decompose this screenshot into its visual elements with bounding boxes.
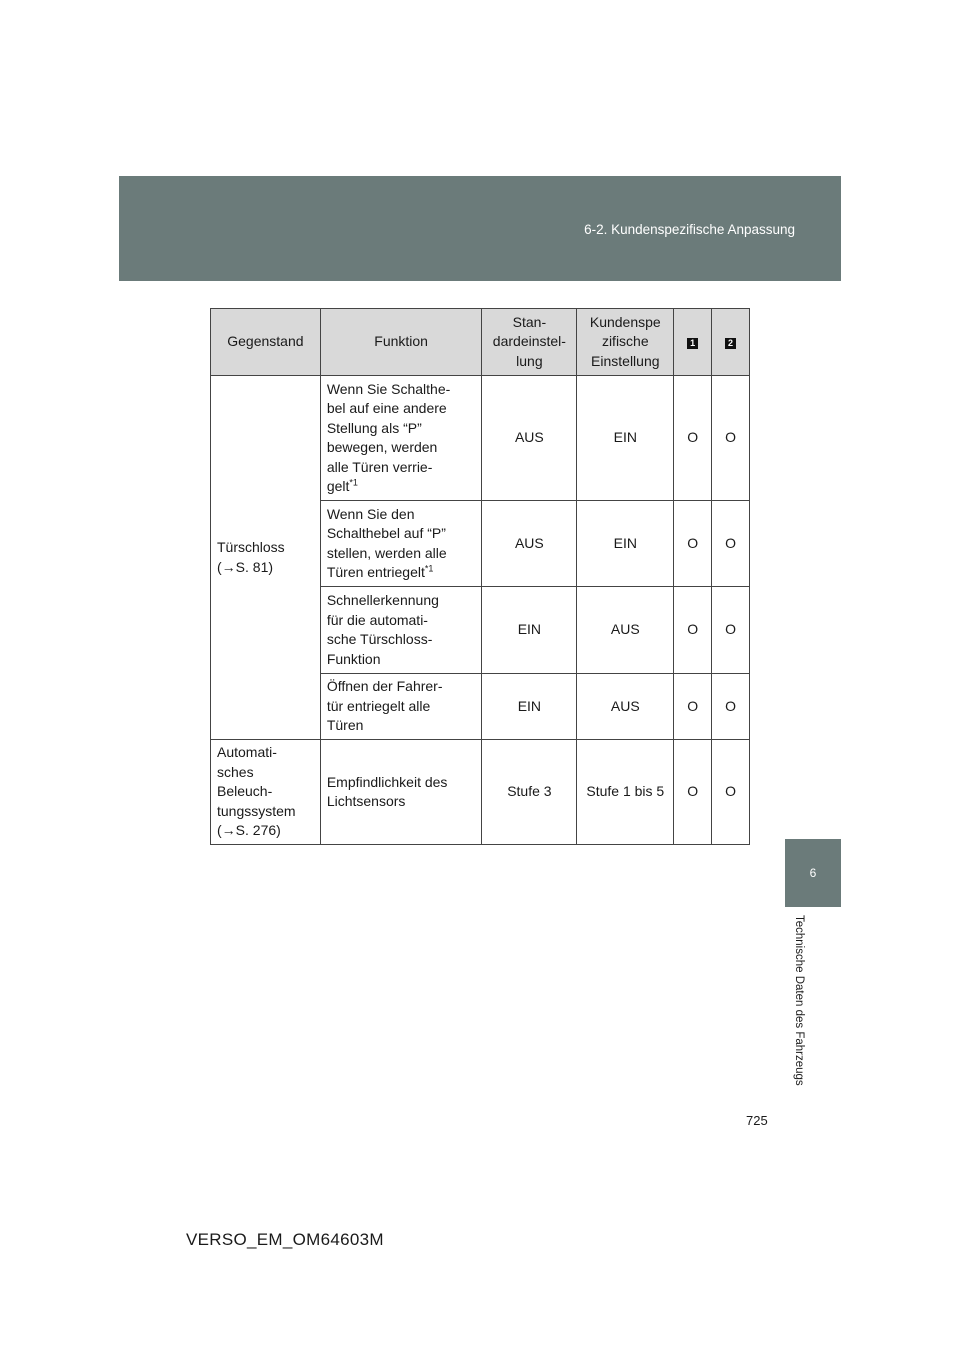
default-cell: AUS [482, 376, 577, 501]
mark1-cell: O [674, 501, 712, 587]
function-cell [320, 501, 482, 587]
header-col2 [712, 309, 750, 376]
header-custom-label: Kundenspe zifische Einstellung [589, 313, 661, 369]
footnote-mark: *1 [349, 477, 358, 488]
item-label: Türschloss (→S. 81) [217, 539, 285, 575]
custom-cell: Stufe 1 bis 5 [577, 740, 674, 845]
custom-cell: EIN [577, 501, 674, 587]
custom-cell: AUS [577, 587, 674, 674]
mark2-cell: O [712, 674, 750, 740]
function-cell [320, 674, 482, 740]
function-cell [320, 376, 482, 501]
chapter-title: Technische Daten des Fahrzeugs [793, 915, 805, 1086]
settings-table [210, 308, 750, 845]
header-gegenstand-label: Gegenstand [227, 333, 304, 350]
header-custom [577, 309, 674, 376]
page-number: 725 [746, 1113, 768, 1128]
default-cell: EIN [482, 587, 577, 674]
mark2-cell: O [712, 587, 750, 674]
table-row [211, 376, 750, 501]
custom-cell: AUS [577, 674, 674, 740]
header-col1 [674, 309, 712, 376]
badge-1-icon: 1 [687, 338, 698, 349]
chapter-number: 6 [809, 866, 817, 880]
function-cell [320, 587, 482, 674]
item-label: Automati- sches Beleuch- tungssystem (→S. 276) [217, 744, 296, 839]
table-header-row [211, 309, 750, 376]
section-title: 6-2. Kundenspezifische Anpassung [584, 222, 795, 237]
function-label: Empfindlichkeit des Lichtsensors [326, 773, 448, 809]
default-cell: AUS [482, 501, 577, 587]
mark2-cell: O [712, 740, 750, 845]
custom-cell: EIN [577, 376, 674, 501]
footnote-mark: *1 [424, 563, 434, 574]
table-row [211, 740, 750, 845]
function-label: Schnellerkennung für die automati- sche Türschloss- Funktion [326, 592, 439, 667]
mark2-cell: O [712, 376, 750, 501]
default-cell: EIN [482, 674, 577, 740]
mark1-cell: O [674, 587, 712, 674]
header-standard-label: Stan- dardeinstel- lung [492, 313, 566, 369]
function-cell [320, 740, 482, 845]
mark1-cell: O [674, 740, 712, 845]
mark1-cell: O [674, 376, 712, 501]
function-label: Wenn Sie den Schalthebel auf “P” stellen, werden alle Türen entriegelt [326, 505, 447, 580]
mark2-cell: O [712, 501, 750, 587]
function-label: Öffnen der Fahrer- tür entriegelt alle Türen [326, 678, 443, 734]
badge-2-icon: 2 [725, 338, 736, 349]
item-cell [211, 740, 321, 845]
header-funktion-label: Funktion [374, 333, 428, 350]
function-label: Wenn Sie Schalthe- bel auf eine andere Stellung als “P” bewegen, werden alle Türen verrie- gelt [326, 380, 451, 494]
header-funktion [320, 309, 482, 376]
header-gegenstand [211, 309, 321, 376]
header-standard [482, 309, 577, 376]
header-band [119, 176, 841, 281]
document-code: VERSO_EM_OM64603M [186, 1230, 384, 1249]
default-cell: Stufe 3 [482, 740, 577, 845]
chapter-tab [785, 839, 841, 907]
item-cell [211, 376, 321, 740]
mark1-cell: O [674, 674, 712, 740]
